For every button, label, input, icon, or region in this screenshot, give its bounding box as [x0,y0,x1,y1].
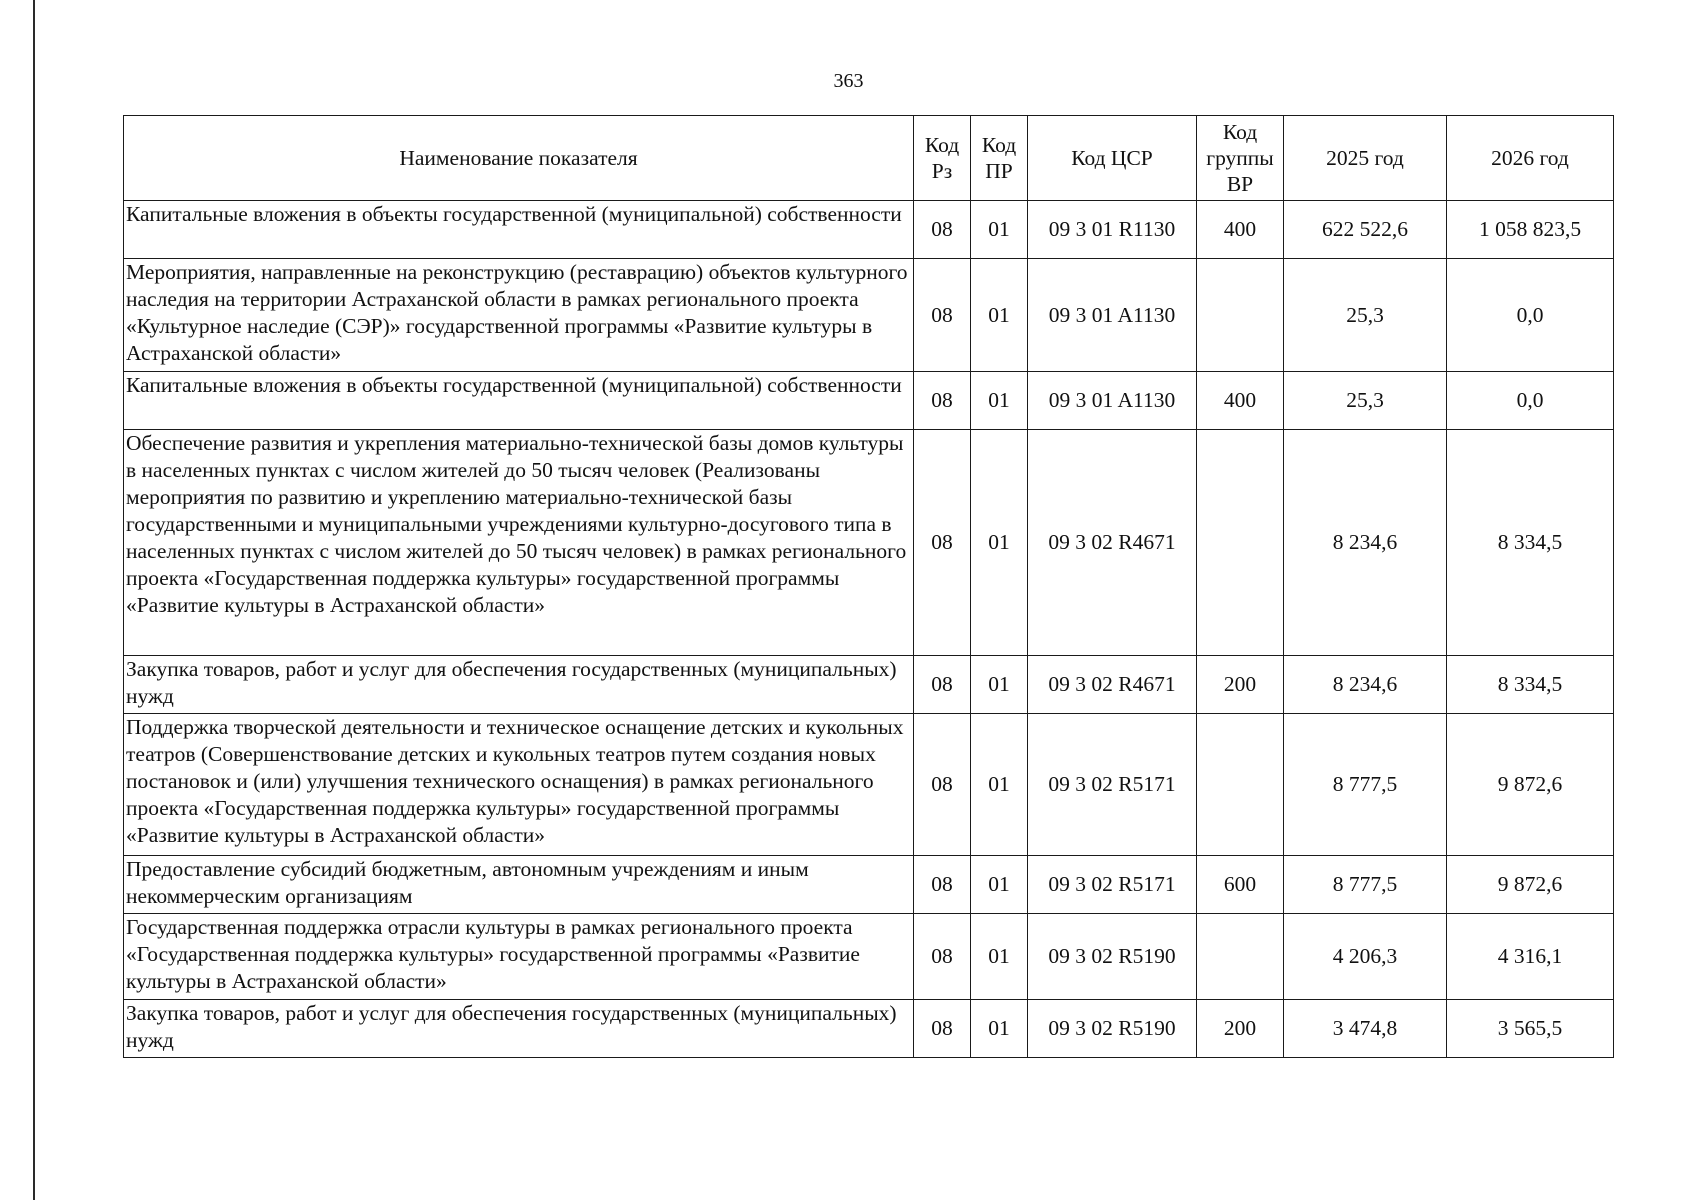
row-csr: 09 3 02 R5171 [1028,714,1197,856]
row-name: Мероприятия, направленные на реконструкцию (реставрацию) объектов культурного наследия на территории Астраханской области в рамках регионального проекта «Культурное наследие (СЭР)» государственной программы «Развитие культуры в Астраханской области» [124,259,914,372]
header-name: Наименование показателя [124,116,914,201]
table-row [124,372,1614,430]
row-pr: 01 [971,1000,1028,1058]
row-2025: 8 777,5 [1284,714,1447,856]
row-csr: 09 3 01 A1130 [1028,259,1197,372]
row-2025: 25,3 [1284,259,1447,372]
row-pr: 01 [971,201,1028,259]
row-2026: 8 334,5 [1447,656,1614,714]
row-name: Закупка товаров, работ и услуг для обеспечения государственных (муниципальных) нужд [124,1000,914,1058]
row-2025: 8 777,5 [1284,856,1447,914]
header-pr: Код ПР [971,116,1028,201]
row-name: Закупка товаров, работ и услуг для обеспечения государственных (муниципальных) нужд [124,656,914,714]
table-row [124,259,1614,372]
scan-edge-line [33,0,35,1200]
row-name: Обеспечение развития и укрепления материально-технической базы домов культуры в населенных пунктах с числом жителей до 50 тысяч человек (Реализованы мероприятия по развитию и укреплению материально-технической базы государственными и муниципальными учреждениями культурно-досугового типа в населенных пунктах с числом жителей до 50 тысяч человек) в рамках регионального проекта «Государственная поддержка культуры» государственной программы «Развитие культуры в Астраханской области» [124,430,914,656]
row-rz: 08 [914,856,971,914]
table-row [124,430,1614,656]
row-pr: 01 [971,430,1028,656]
row-csr: 09 3 01 R1130 [1028,201,1197,259]
row-2026: 3 565,5 [1447,1000,1614,1058]
row-2026: 4 316,1 [1447,914,1614,1000]
row-2025: 25,3 [1284,372,1447,430]
row-vr: 200 [1197,1000,1284,1058]
row-rz: 08 [914,914,971,1000]
row-pr: 01 [971,259,1028,372]
header-rz: Код Рз [914,116,971,201]
row-rz: 08 [914,201,971,259]
table-row [124,714,1614,856]
budget-table [123,115,1614,1058]
row-rz: 08 [914,656,971,714]
row-vr [1197,259,1284,372]
row-name: Капитальные вложения в объекты государственной (муниципальной) собственности [124,201,914,259]
row-csr: 09 3 02 R5190 [1028,914,1197,1000]
row-2025: 622 522,6 [1284,201,1447,259]
row-2025: 3 474,8 [1284,1000,1447,1058]
row-csr: 09 3 02 R5171 [1028,856,1197,914]
row-2026: 9 872,6 [1447,856,1614,914]
row-2026: 9 872,6 [1447,714,1614,856]
header-vr: Код группы ВР [1197,116,1284,201]
row-name: Капитальные вложения в объекты государственной (муниципальной) собственности [124,372,914,430]
row-csr: 09 3 02 R5190 [1028,1000,1197,1058]
row-name: Предоставление субсидий бюджетным, автономным учреждениям и иным некоммерческим организациям [124,856,914,914]
row-2025: 4 206,3 [1284,914,1447,1000]
row-rz: 08 [914,259,971,372]
row-2026: 0,0 [1447,372,1614,430]
row-pr: 01 [971,856,1028,914]
row-vr: 400 [1197,201,1284,259]
row-csr: 09 3 02 R4671 [1028,656,1197,714]
row-vr [1197,914,1284,1000]
row-vr: 200 [1197,656,1284,714]
row-2026: 8 334,5 [1447,430,1614,656]
row-vr: 600 [1197,856,1284,914]
row-pr: 01 [971,372,1028,430]
row-csr: 09 3 02 R4671 [1028,430,1197,656]
row-rz: 08 [914,372,971,430]
row-2026: 0,0 [1447,259,1614,372]
row-pr: 01 [971,714,1028,856]
row-rz: 08 [914,1000,971,1058]
row-csr: 09 3 01 A1130 [1028,372,1197,430]
row-2026: 1 058 823,5 [1447,201,1614,259]
header-2026: 2026 год [1447,116,1614,201]
row-2025: 8 234,6 [1284,430,1447,656]
page-number: 363 [833,70,864,92]
table-row [124,201,1614,259]
header-csr: Код ЦСР [1028,116,1197,201]
row-rz: 08 [914,714,971,856]
row-rz: 08 [914,430,971,656]
table-row [124,656,1614,714]
row-vr [1197,430,1284,656]
row-vr: 400 [1197,372,1284,430]
table-row [124,856,1614,914]
row-name: Государственная поддержка отрасли культуры в рамках регионального проекта «Государственная поддержка культуры» государственной программы «Развитие культуры в Астраханской области» [124,914,914,1000]
row-pr: 01 [971,914,1028,1000]
table-row [124,1000,1614,1058]
row-name: Поддержка творческой деятельности и техническое оснащение детских и кукольных театров (Совершенствование детских и кукольных театров путем создания новых постановок и (или) улучшения технического оснащения) в рамках регионального проекта «Государственная поддержка культуры» государственной программы «Развитие культуры в Астраханской области» [124,714,914,856]
row-vr [1197,714,1284,856]
table-header-row [124,116,1614,201]
header-2025: 2025 год [1284,116,1447,201]
row-pr: 01 [971,656,1028,714]
table-row [124,914,1614,1000]
row-2025: 8 234,6 [1284,656,1447,714]
